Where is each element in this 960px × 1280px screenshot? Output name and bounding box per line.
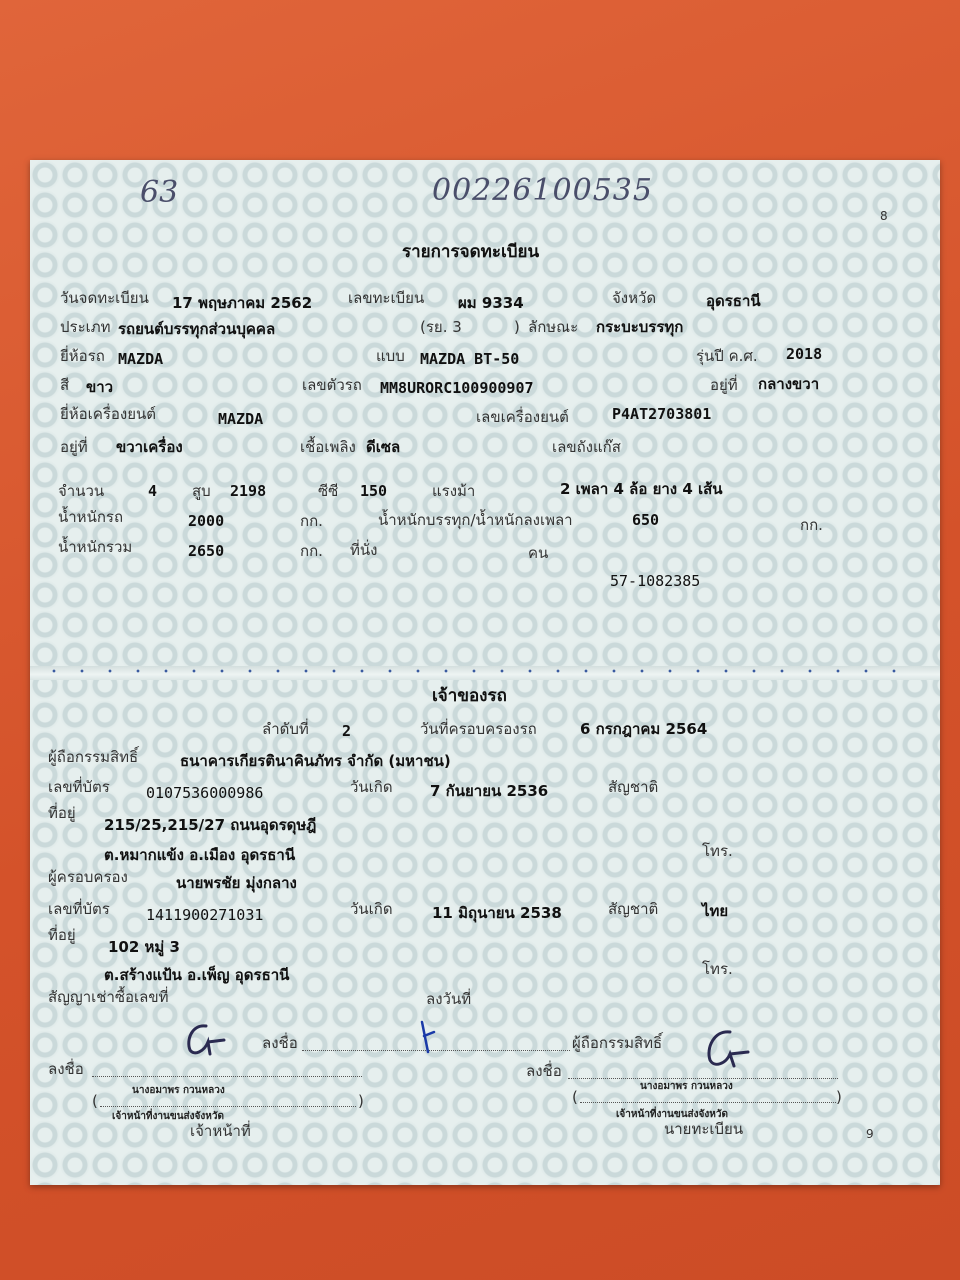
perforation <box>40 669 920 673</box>
total-label: น้ำหนักรวม <box>58 538 133 556</box>
signature-left-mark <box>180 1020 232 1058</box>
ref-number: 57-1082385 <box>610 572 701 590</box>
birth-value: 7 กันยายน 2536 <box>430 782 549 800</box>
style-label: ลักษณะ <box>528 318 579 336</box>
kg-unit-1: กก. <box>300 512 323 530</box>
gas-tank-label: เลขถังแก๊ส <box>552 438 621 456</box>
weight-value: 2000 <box>188 512 225 530</box>
id-label: เลขที่บัตร <box>48 778 110 796</box>
type-label: ประเภท <box>60 318 111 336</box>
birth-label: วันเกิด <box>350 778 393 796</box>
chassis-value: MM8URORC100900907 <box>380 379 534 397</box>
nationality-label: สัญชาติ <box>608 778 659 796</box>
province-value: อุดรธานี <box>706 292 761 310</box>
count-value: 4 <box>148 482 158 500</box>
lease-label: สัญญาเช่าซื้อเลขที่ <box>48 988 169 1006</box>
nationality2-label: สัญชาติ <box>608 900 659 918</box>
seat-label: ที่นั่ง <box>350 541 378 559</box>
engine-no-value: P4AT2703801 <box>612 405 712 423</box>
model-value: MAZDA BT-50 <box>420 350 520 368</box>
hp-label: แรงม้า <box>432 482 476 500</box>
kg-unit-2: กก. <box>800 516 823 534</box>
sign-left-label: ลงชื่อ <box>48 1060 84 1078</box>
possession-date-label: วันที่ครอบครองรถ <box>420 720 537 738</box>
sign-right-label: ลงชื่อ <box>526 1062 562 1080</box>
id2-label: เลขที่บัตร <box>48 900 110 918</box>
address-label: ที่อยู่ <box>48 804 76 822</box>
engine-brand-label: ยี่ห้อเครื่องยนต์ <box>60 405 157 423</box>
year-value: 2018 <box>786 345 823 363</box>
possession-date-value: 6 กรกฎาคม 2564 <box>580 720 708 738</box>
possessor-label: ผู้ครอบครอง <box>48 868 128 886</box>
style-value: กระบะบรรทุก <box>596 318 684 336</box>
stamp-office-left: เจ้าหน้าที่งานขนส่งจังหวัด <box>112 1111 224 1122</box>
address-line-2: ต.หมากแข้ง อ.เมือง อุดรธานี <box>104 846 296 864</box>
registrar-label: นายทะเบียน <box>664 1120 744 1138</box>
officer-label: เจ้าหน้าที่ <box>190 1122 251 1140</box>
year-label: รุ่นปี ค.ศ. <box>696 347 758 365</box>
cyl-value: 2198 <box>230 482 267 500</box>
reg-no-value: ผม 9334 <box>458 294 524 312</box>
cc-value: 150 <box>360 482 388 500</box>
order-value: 2 <box>342 722 352 740</box>
axle-value: 2 เพลา 4 ล้อ ยาง 4 เส้น <box>560 480 723 498</box>
stamp-name-right: นางอมาพร กวนหลวง <box>640 1081 733 1092</box>
color-label: สี <box>60 376 70 394</box>
lease-date-label: ลงวันที่ <box>426 990 472 1008</box>
signature-middle-mark <box>418 1018 438 1058</box>
paren-close-right: ) <box>836 1088 842 1106</box>
engine-loc-label: อยู่ที่ <box>60 438 88 456</box>
count-label: จำนวน <box>58 482 105 500</box>
province-label: จังหวัด <box>612 289 657 307</box>
sign-left-line <box>92 1076 362 1077</box>
holder-sign-label: ผู้ถือกรรมสิทธิ์ <box>572 1034 663 1052</box>
sign-label: ลงชื่อ <box>262 1034 298 1052</box>
color-value: ขาว <box>86 378 114 396</box>
birth2-value: 11 มิถุนายน 2538 <box>432 904 562 922</box>
stamp-name-left: นางอมาพร กวนหลวง <box>132 1085 225 1096</box>
kg-unit-3: กก. <box>300 542 323 560</box>
chassis-loc-label: อยู่ที่ <box>710 376 738 394</box>
fuel-label: เชื้อเพลิง <box>300 438 356 456</box>
cc-label: ซีซี <box>318 482 339 500</box>
engine-brand-value: MAZDA <box>218 410 264 428</box>
handwritten-serial: 00226100535 <box>432 173 653 208</box>
brand-value: MAZDA <box>118 350 164 368</box>
type-code-close: ) <box>514 318 520 336</box>
address-line-1: 215/25,215/27 ถนนอุดรดุษฎี <box>104 816 317 834</box>
possessor-value: นายพรชัย มุ่งกลาง <box>176 874 297 892</box>
address2-line-2: ต.สร้างแป้น อ.เพ็ญ อุดรธานี <box>104 966 290 984</box>
sign-right-line <box>568 1078 838 1079</box>
page-number-bottom: 9 <box>866 1127 874 1141</box>
weight-label: น้ำหนักรถ <box>58 508 124 526</box>
signature-right-mark <box>700 1026 756 1070</box>
name-line-right <box>580 1102 836 1103</box>
address2-label: ที่อยู่ <box>48 926 76 944</box>
fuel-value: ดีเซล <box>366 438 401 456</box>
chassis-label: เลขตัวรถ <box>302 376 362 394</box>
cyl-label: สูบ <box>192 482 211 500</box>
id2-value: 1411900271031 <box>146 906 264 924</box>
reg-no-label: เลขทะเบียน <box>348 289 425 307</box>
brand-label: ยี่ห้อรถ <box>60 347 105 365</box>
holder-value: ธนาคารเกียรตินาคินภัทร จำกัด (มหาชน) <box>180 752 451 770</box>
load-label: น้ำหนักบรรทุก/น้ำหนักลงเพลา <box>378 511 573 529</box>
seat-unit: คน <box>528 544 549 562</box>
paren-open-left: ( <box>92 1092 98 1110</box>
order-label: ลำดับที่ <box>262 720 309 738</box>
address2-line-1: 102 หมู่ 3 <box>108 938 180 956</box>
load-value: 650 <box>632 511 660 529</box>
birth2-label: วันเกิด <box>350 900 393 918</box>
owner-title: เจ้าของรถ <box>432 686 507 706</box>
total-value: 2650 <box>188 542 225 560</box>
chassis-loc-value: กลางขวา <box>758 375 820 393</box>
reg-date-label: วันจดทะเบียน <box>60 289 149 307</box>
page-number-top: 8 <box>880 209 888 223</box>
nationality2-value: ไทย <box>702 902 729 920</box>
registration-title: รายการจดทะเบียน <box>402 242 540 262</box>
tel-label: โทร. <box>702 842 733 860</box>
engine-no-label: เลขเครื่องยนต์ <box>476 408 569 426</box>
stamp-office-right: เจ้าหน้าที่งานขนส่งจังหวัด <box>616 1109 728 1120</box>
paren-close-left: ) <box>358 1092 364 1110</box>
handwritten-number: 63 <box>140 175 179 210</box>
reg-date-value: 17 พฤษภาคม 2562 <box>172 294 313 312</box>
type-code-open: (รย. 3 <box>420 318 462 336</box>
type-value: รถยนต์บรรทุกส่วนบุคคล <box>118 320 276 338</box>
engine-loc-value: ขวาเครื่อง <box>116 438 183 456</box>
paren-open-right: ( <box>572 1088 578 1106</box>
tel2-label: โทร. <box>702 960 733 978</box>
name-line-left <box>100 1106 356 1107</box>
id-value: 0107536000986 <box>146 784 264 802</box>
holder-label: ผู้ถือกรรมสิทธิ์ <box>48 748 139 766</box>
model-label: แบบ <box>376 347 405 365</box>
